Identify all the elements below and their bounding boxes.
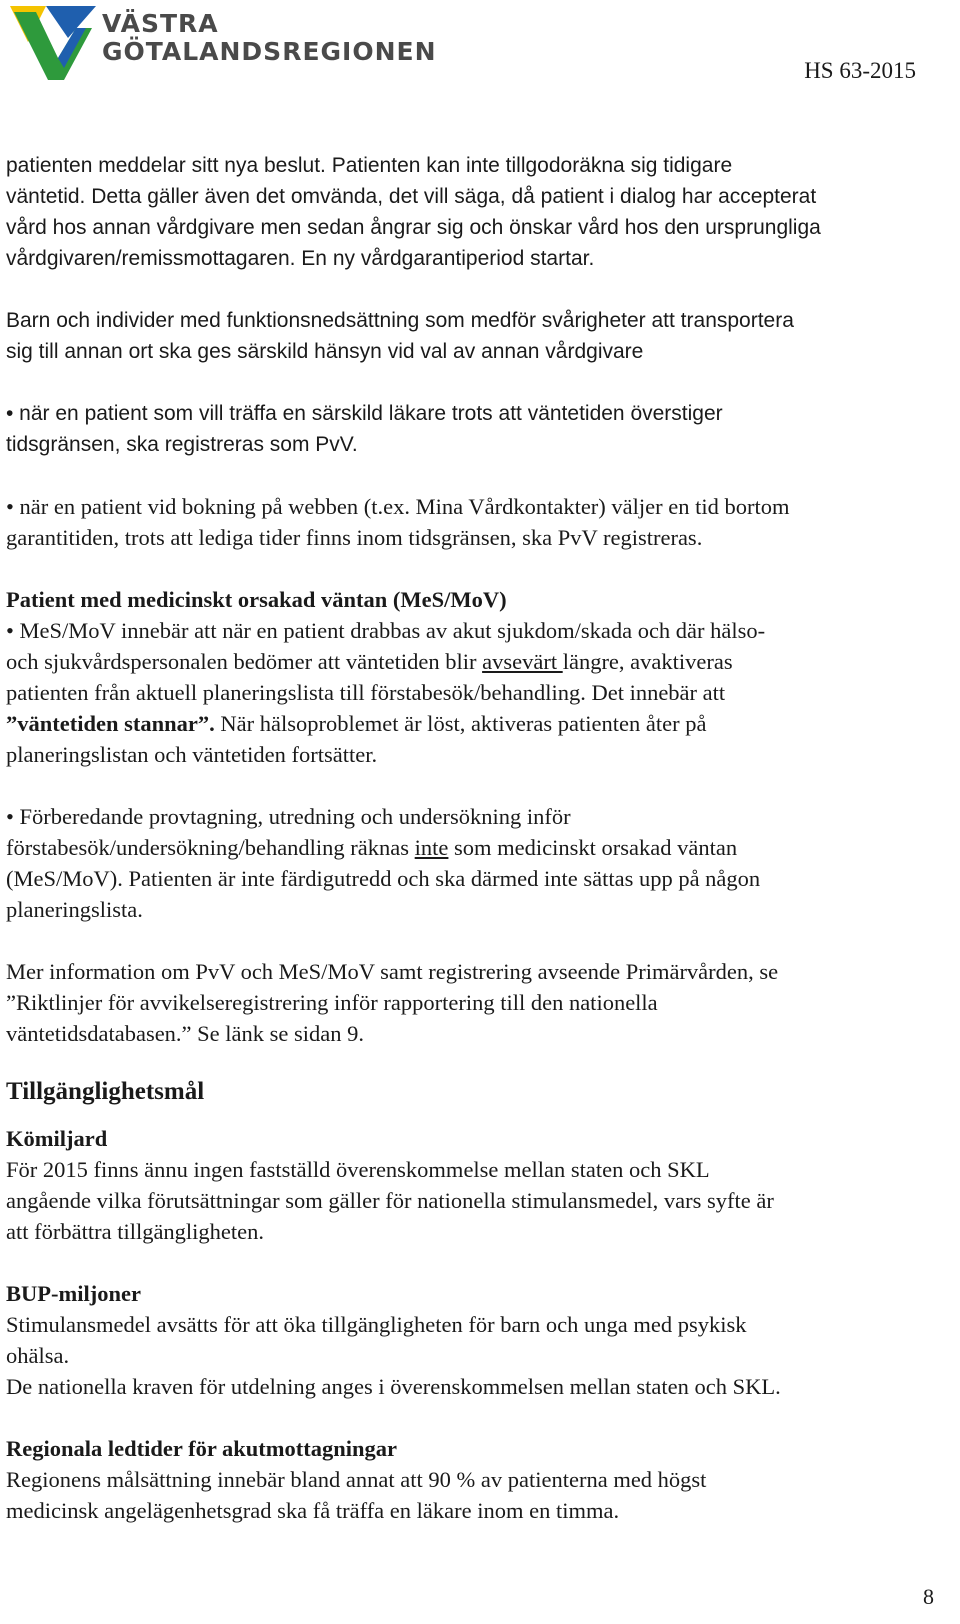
text-line: Mer information om PvV och MeS/MoV samt registrering avseende Primärvården, se [6, 959, 779, 984]
paragraph-more-info [6, 956, 946, 1049]
text-line: ”väntetiden stannar”. När hälsoproblemet är löst, aktiveras patienten åter på [6, 711, 707, 736]
text-line: att förbättra tillgängligheten. [6, 1219, 265, 1244]
text-line: De nationella kraven för utdelning anges i överenskommelsen mellan staten och SKL. [6, 1374, 781, 1399]
section-title-accessibility: Tillgänglighetsmål [6, 1078, 205, 1105]
document-code: HS 63-2015 [804, 58, 916, 83]
section-heading: Kömiljard [6, 1126, 108, 1151]
text-line: sig till annan ort ska ges särskild hänsyn vid val av annan vårdgivare [6, 340, 644, 363]
paragraph-children [6, 305, 946, 367]
text-line: ohälsa. [6, 1343, 70, 1368]
section-heading: Regionala ledtider för akutmottagningar [6, 1436, 398, 1461]
text-line: ”Riktlinjer för avvikelseregistrering inför rapportering till den nationella [6, 990, 658, 1015]
text-line: Regionens målsättning innebär bland annat att 90 % av patienterna med högst [6, 1467, 707, 1492]
text-line: vårdgivaren/remissmottagaren. En ny vårdgarantiperiod startar. [6, 247, 595, 270]
text-line: Stimulansmedel avsätts för att öka tillgängligheten för barn och unga med psykisk [6, 1312, 747, 1337]
text-line: • när en patient som vill träffa en särskild läkare trots att väntetiden överstiger [6, 402, 723, 425]
section-heading: BUP-miljoner [6, 1281, 141, 1306]
text-line: förstabesök/undersökning/behandling räknas inte som medicinskt orsakad väntan [6, 835, 738, 860]
text-line: • när en patient vid bokning på webben (t.ex. Mina Vårdkontakter) väljer en tid bortom [6, 494, 790, 519]
section-komiljard [6, 1123, 946, 1247]
text-line: medicinsk angelägenhetsgrad ska få träffa en läkare inom en timma. [6, 1498, 620, 1523]
text-line: För 2015 finns ännu ingen fastställd överenskommelse mellan staten och SKL [6, 1157, 710, 1182]
text-line: (MeS/MoV). Patienten är inte färdigutredd och ska därmed inte sättas upp på någon [6, 866, 761, 891]
document-body [6, 150, 946, 1526]
section-ledtider [6, 1433, 946, 1526]
section-bup [6, 1278, 946, 1402]
text-line: planeringslista. [6, 897, 143, 922]
text-line: angående vilka förutsättningar som gäller för nationella stimulansmedel, vars syfte är [6, 1188, 774, 1213]
text-line: • MeS/MoV innebär att när en patient drabbas av akut sjukdom/skada och där hälso- [6, 618, 766, 643]
section-heading: Patient med medicinskt orsakad väntan (MeS/MoV) [6, 587, 507, 612]
text-line: väntetid. Detta gäller även det omvända, det vill säga, då patient i dialog har accepterat [6, 185, 817, 208]
paragraph-intro [6, 150, 946, 274]
section-medical-wait [6, 584, 946, 770]
text-line: Barn och individer med funktionsnedsättning som medför svårigheter att transportera [6, 309, 794, 332]
logo-line-2: GÖTALANDSREGIONEN [102, 37, 437, 66]
text-line: patienten meddelar sitt nya beslut. Patienten kan inte tillgodoräkna sig tidigare [6, 154, 733, 177]
text-line: planeringslistan och väntetiden fortsätter. [6, 742, 378, 767]
text-line: tidsgränsen, ska registreras som PvV. [6, 433, 358, 456]
region-logo-text [102, 10, 437, 66]
text-line: och sjukvårdspersonalen bedömer att väntetiden blir avsevärt längre, avaktiveras [6, 649, 733, 674]
text-line: • Förberedande provtagning, utredning och undersökning inför [6, 804, 571, 829]
page-number: 8 [923, 1584, 934, 1609]
bullet-web-booking [6, 491, 946, 553]
text-line: vård hos annan vårdgivare men sedan ångrar sig och önskar vård hos den ursprungliga [6, 216, 821, 239]
region-logo [6, 2, 437, 84]
bullet-preparation [6, 801, 946, 925]
text-line: väntetidsdatabasen.” Se länk se sidan 9. [6, 1021, 365, 1046]
region-logo-mark [6, 2, 102, 84]
bullet-doctor-choice [6, 398, 946, 460]
logo-line-1: VÄSTRA [102, 9, 219, 38]
text-line: garantitiden, trots att lediga tider finns inom tidsgränsen, ska PvV registreras. [6, 525, 703, 550]
text-line: patienten från aktuell planeringslista till förstabesök/behandling. Det innebär att [6, 680, 726, 705]
